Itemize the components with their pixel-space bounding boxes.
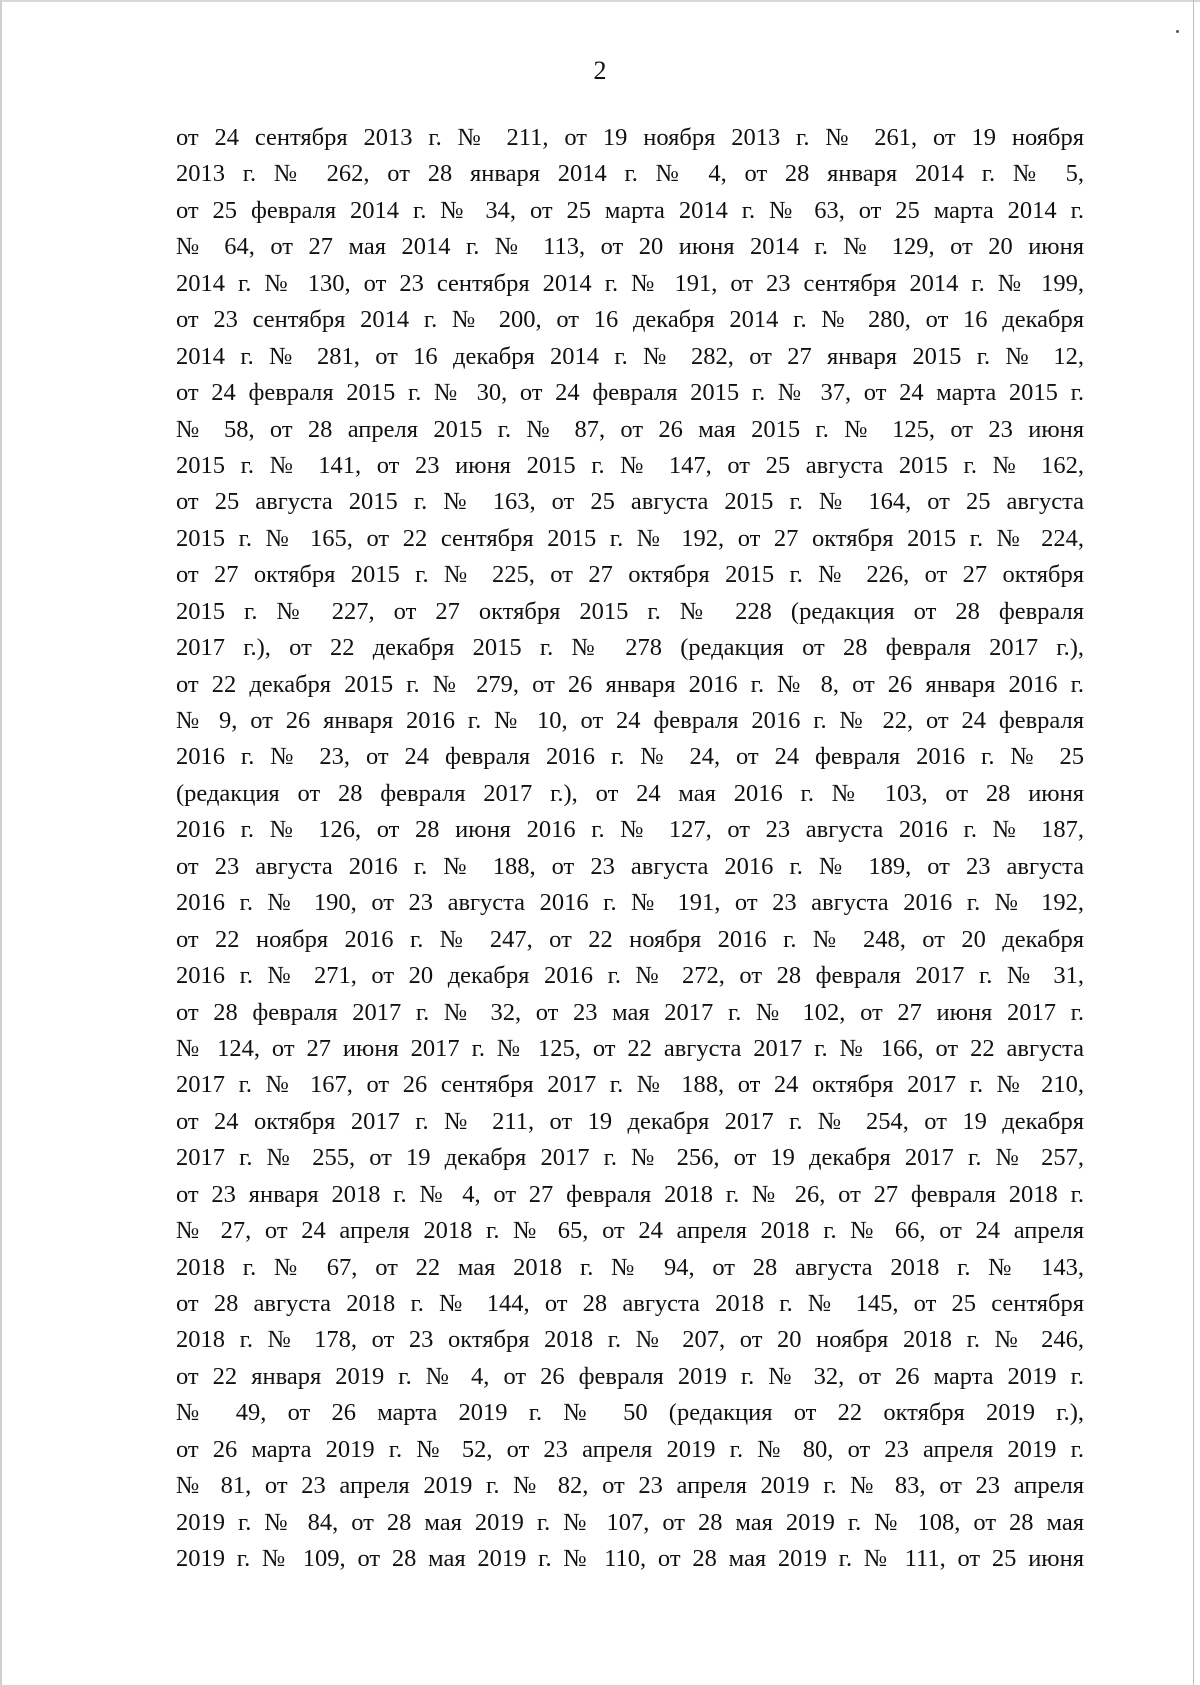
text-line: 2017 г. № 255, от 19 декабря 2017 г. № 256, от 19 декабря 2017 г. № 257,	[176, 1144, 1084, 1172]
text-line: 2016 г. № 23, от 24 февраля 2016 г. № 24, от 24 февраля 2016 г. № 25	[176, 743, 1084, 771]
scan-edge-left	[0, 0, 2, 1685]
text-line: от 24 сентября 2013 г. № 211, от 19 ноября 2013 г. № 261, от 19 ноября	[176, 124, 1084, 151]
text-line: 2016 г. № 190, от 23 августа 2016 г. № 191, от 23 августа 2016 г. № 192,	[176, 889, 1084, 917]
scan-edge-right	[1193, 0, 1194, 1685]
text-line: от 25 августа 2015 г. № 163, от 25 августа 2015 г. № 164, от 25 августа	[176, 488, 1084, 516]
text-line: 2017 г. № 167, от 26 сентября 2017 г. № 188, от 24 октября 2017 г. № 210,	[176, 1071, 1084, 1099]
text-line: 2019 г. № 109, от 28 мая 2019 г. № 110, от 28 мая 2019 г. № 111, от 25 июня	[176, 1545, 1084, 1573]
text-line: 2014 г. № 281, от 16 декабря 2014 г. № 282, от 27 января 2015 г. № 12,	[176, 342, 1084, 370]
text-line: от 23 сентября 2014 г. № 200, от 16 декабря 2014 г. № 280, от 16 декабря	[176, 306, 1084, 334]
text-line: от 28 августа 2018 г. № 144, от 28 августа 2018 г. № 145, от 25 сентября	[176, 1290, 1084, 1317]
text-line: 2014 г. № 130, от 23 сентября 2014 г. № 191, от 23 сентября 2014 г. № 199,	[176, 269, 1084, 297]
text-line: 2015 г. № 227, от 27 октября 2015 г. № 228 (редакция от 28 февраля	[176, 597, 1084, 625]
text-line: 2019 г. № 84, от 28 мая 2019 г. № 107, от 28 мая 2019 г. № 108, от 28 мая	[176, 1508, 1084, 1536]
text-line: от 27 октября 2015 г. № 225, от 27 октября 2015 г. № 226, от 27 октября	[176, 561, 1084, 589]
text-line: 2013 г. № 262, от 28 января 2014 г. № 4, от 28 января 2014 г. № 5,	[176, 160, 1084, 188]
scan-speck	[1176, 30, 1179, 33]
text-line: от 28 февраля 2017 г. № 32, от 23 мая 2017 г. № 102, от 27 июня 2017 г.	[176, 998, 1084, 1026]
text-line: № 64, от 27 мая 2014 г. № 113, от 20 июня 2014 г. № 129, от 20 июня	[176, 233, 1084, 261]
text-line: от 22 января 2019 г. № 4, от 26 февраля 2019 г. № 32, от 26 марта 2019 г.	[176, 1362, 1084, 1390]
text-line: 2015 г. № 165, от 22 сентября 2015 г. № 192, от 27 октября 2015 г. № 224,	[176, 524, 1084, 552]
body-text	[176, 120, 1084, 1578]
text-line: № 58, от 28 апреля 2015 г. № 87, от 26 мая 2015 г. № 125, от 23 июня	[176, 415, 1084, 443]
page-number: 2	[593, 56, 607, 85]
scan-edge-top	[0, 0, 1200, 2]
text-line: 2018 г. № 178, от 23 октября 2018 г. № 207, от 20 ноября 2018 г. № 246,	[176, 1326, 1084, 1354]
text-line: № 81, от 23 апреля 2019 г. № 82, от 23 апреля 2019 г. № 83, от 23 апреля	[176, 1472, 1084, 1500]
text-line: 2016 г. № 126, от 28 июня 2016 г. № 127, от 23 августа 2016 г. № 187,	[176, 816, 1084, 844]
text-line: 2017 г.), от 22 декабря 2015 г. № 278 (редакция от 28 февраля 2017 г.),	[176, 634, 1084, 662]
text-line: от 22 декабря 2015 г. № 279, от 26 января 2016 г. № 8, от 26 января 2016 г.	[176, 670, 1084, 698]
text-line: от 22 ноября 2016 г. № 247, от 22 ноября 2016 г. № 248, от 20 декабря	[176, 925, 1084, 953]
text-line: № 49, от 26 марта 2019 г. № 50 (редакция от 22 октября 2019 г.),	[176, 1399, 1084, 1427]
text-line: от 26 марта 2019 г. № 52, от 23 апреля 2019 г. № 80, от 23 апреля 2019 г.	[176, 1435, 1084, 1463]
text-line: № 124, от 27 июня 2017 г. № 125, от 22 августа 2017 г. № 166, от 22 августа	[176, 1034, 1084, 1062]
text-line: 2018 г. № 67, от 22 мая 2018 г. № 94, от 28 августа 2018 г. № 143,	[176, 1253, 1084, 1281]
text-line: (редакция от 28 февраля 2017 г.), от 24 мая 2016 г. № 103, от 28 июня	[176, 779, 1084, 807]
text-line: от 24 февраля 2015 г. № 30, от 24 февраля 2015 г. № 37, от 24 марта 2015 г.	[176, 379, 1084, 407]
text-line: 2016 г. № 271, от 20 декабря 2016 г. № 272, от 28 февраля 2017 г. № 31,	[176, 962, 1084, 990]
text-line: от 24 октября 2017 г. № 211, от 19 декабря 2017 г. № 254, от 19 декабря	[176, 1107, 1084, 1135]
text-line: 2015 г. № 141, от 23 июня 2015 г. № 147, от 25 августа 2015 г. № 162,	[176, 451, 1084, 479]
text-line: от 25 февраля 2014 г. № 34, от 25 марта 2014 г. № 63, от 25 марта 2014 г.	[176, 196, 1084, 224]
text-line: от 23 августа 2016 г. № 188, от 23 августа 2016 г. № 189, от 23 августа	[176, 852, 1084, 880]
text-line: от 23 января 2018 г. № 4, от 27 февраля 2018 г. № 26, от 27 февраля 2018 г.	[176, 1180, 1084, 1208]
text-line: № 9, от 26 января 2016 г. № 10, от 24 февраля 2016 г. № 22, от 24 февраля	[176, 707, 1084, 734]
text-line: № 27, от 24 апреля 2018 г. № 65, от 24 апреля 2018 г. № 66, от 24 апреля	[176, 1217, 1084, 1245]
